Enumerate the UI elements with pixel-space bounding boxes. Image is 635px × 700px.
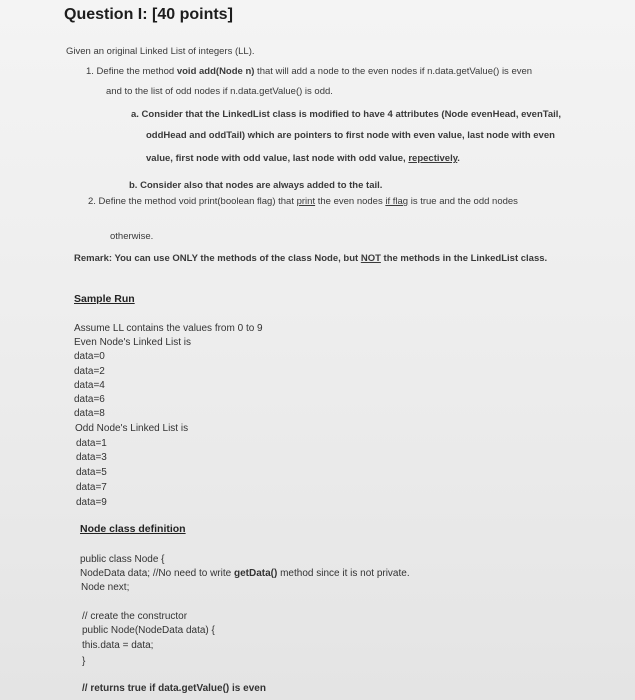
item-1-text: 1. Define the method [86, 66, 177, 77]
item-1-method-signature: void add(Node n) [176, 66, 255, 77]
item-1a-period: . [457, 153, 460, 164]
remark-text: Remark: You can use ONLY the methods of the class Node, but [74, 253, 361, 264]
item-1a-line-1: a. Consider that the LinkedList class is modified to have 4 attributes (Node evenHead, evenTail, [131, 109, 562, 120]
item-1-line-2: and to the list of odd nodes if n.data.getValue() is odd. [106, 86, 333, 97]
sample-run-line: data=3 [76, 452, 107, 463]
item-1b-line: b. Consider also that nodes are always added to the tail. [129, 180, 383, 191]
remark-not: NOT [360, 253, 381, 264]
node-class-line: public Node(NodeData data) { [82, 625, 215, 636]
intro-text: Given an original Linked List of integers (LL). [66, 46, 255, 57]
sample-run-line: data=1 [76, 438, 107, 449]
item-2-underlined-flag: if flag [385, 196, 409, 207]
node-class-line: } [82, 656, 86, 667]
remark-text-end: the methods in the LinkedList class. [380, 253, 548, 264]
sample-run-line: data=9 [76, 497, 107, 508]
item-2-text-end: is true and the odd nodes [408, 196, 518, 207]
sample-run-line: Even Node's Linked List is [74, 337, 191, 348]
sample-run-line: data=6 [74, 394, 105, 405]
item-2-line-1 [88, 197, 518, 208]
item-1a-text: value, first node with odd value, last node with odd value, [146, 153, 409, 164]
sample-run-line: Assume LL contains the values from 0 to 9 [74, 323, 263, 334]
item-2-text-mid: the even nodes [315, 196, 386, 207]
item-1-text-cont: that will add a node to the even nodes if n.data.getValue() is even [254, 66, 533, 77]
sample-run-line: data=0 [74, 351, 105, 362]
item-1a-line-2: oddHead and oddTail) which are pointers to first node with even value, last node with even [146, 130, 555, 141]
sample-run-line: data=4 [74, 380, 105, 391]
node-class-getdata: getData() [233, 568, 278, 579]
question-title: Question I: [40 points] [64, 6, 233, 23]
node-class-line: public class Node { [80, 554, 165, 565]
node-class-line: // returns true if data.getValue() is even [82, 683, 266, 694]
sample-run-line: data=7 [76, 482, 107, 493]
item-2-underlined-print: print [296, 196, 316, 207]
node-class-line: // create the constructor [82, 611, 188, 622]
node-class-heading: Node class definition [80, 523, 186, 535]
sample-run-line: Odd Node's Linked List is [75, 423, 189, 434]
node-class-comment: NodeData data; //No need to write [80, 568, 234, 579]
item-1-line-1 [86, 67, 532, 78]
sample-run-heading: Sample Run [74, 293, 135, 305]
item-1a-line-3 [146, 154, 460, 165]
node-class-line [80, 568, 410, 580]
sample-run-line: data=2 [74, 366, 105, 377]
sample-run-line: data=8 [74, 408, 105, 419]
item-2-text: 2. Define the method void print(boolean flag) that [88, 196, 297, 207]
node-class-comment-end: method since it is not private. [277, 568, 410, 579]
item-1a-underlined: repectively [408, 153, 458, 164]
node-class-line: this.data = data; [82, 640, 154, 651]
node-class-line: Node next; [81, 582, 130, 593]
item-2-line-2: otherwise. [110, 231, 154, 242]
remark [74, 254, 547, 265]
sample-run-line: data=5 [76, 467, 107, 478]
